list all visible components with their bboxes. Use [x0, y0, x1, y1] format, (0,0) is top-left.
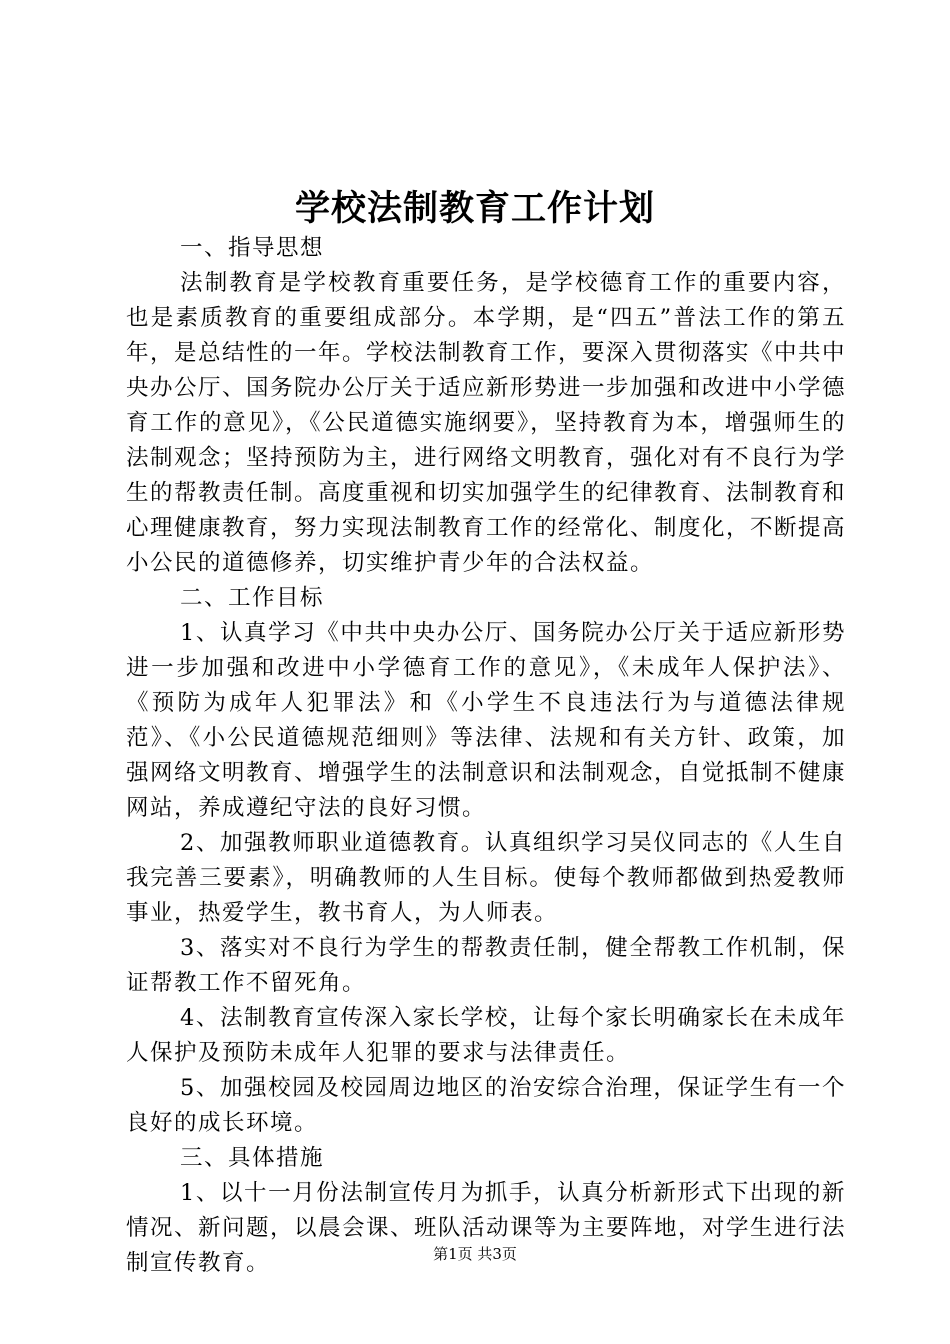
paragraph-measure-1: 1、以十一月份法制宣传月为抓手，认真分析新形式下出现的新情况、新问题，以晨会课、班队活动课等为主要阵地，对学生进行法制宣传教育。: [126, 1180, 847, 1276]
paragraph-goal-5: 5、加强校园及校园周边地区的治安综合治理，保证学生有一个良好的成长环境。: [126, 1075, 846, 1136]
paragraph-guiding-ideology: 法制教育是学校教育重要任务，是学校德育工作的重要内容，也是素质教育的重要组成部分。本学期，是“四五”普法工作的第五年，是总结性的一年。学校法制教育工作，要深入贯彻落实《中共中央办公厅、国务院办公厅关于适应新形势进一步加强和改进中小学德育工作的意见》，《公民道德实施纲要》，坚持教育为本，增强师生的法制观念；坚持预防为主，进行网络文明教育，强化对有不良行为学生的帮教责任制。高度重视和切实加强学生的纪律教育、法制教育和心理健康教育，努力实现法制教育工作的经常化、制度化，不断提高小公民的道德修养，切实维护青少年的合法权益。: [126, 270, 847, 576]
paragraph-goal-2: 2、加强教师职业道德教育。认真组织学习吴仪同志的《人生自我完善三要素》，明确教师的人生目标。使每个教师都做到热爱教师事业，热爱学生，教书育人，为人师表。: [126, 830, 846, 926]
section-heading-work-goals: 二、工作目标: [180, 585, 325, 611]
document-body: [126, 231, 846, 1281]
page-footer: 第1页 共3页: [433, 1245, 517, 1263]
paragraph-goal-3: 3、落实对不良行为学生的帮教责任制，健全帮教工作机制，保证帮教工作不留死角。: [126, 935, 846, 996]
paragraph-goal-1: 1、认真学习《中共中央办公厅、国务院办公厅关于适应新形势进一步加强和改进中小学德育工作的意见》，《未成年人保护法》、《预防为成年人犯罪法》和《小学生不良违法行为与道德法律规范》、《小公民道德规范细则》等法律、法规和有关方针、政策，加强网络文明教育、增强学生的法制意识和法制观念，自觉抵制不健康网站，养成遵纪守法的良好习惯。: [126, 620, 847, 821]
section-heading-guiding-ideology: 一、指导思想: [180, 235, 325, 261]
section-heading-specific-measures: 三、具体措施: [180, 1145, 325, 1171]
document-title: 学校法制教育工作计划: [294, 188, 655, 229]
paragraph-goal-4: 4、法制教育宣传深入家长学校，让每个家长明确家长在未成年人保护及预防未成年人犯罪的要求与法律责任。: [126, 1005, 846, 1066]
